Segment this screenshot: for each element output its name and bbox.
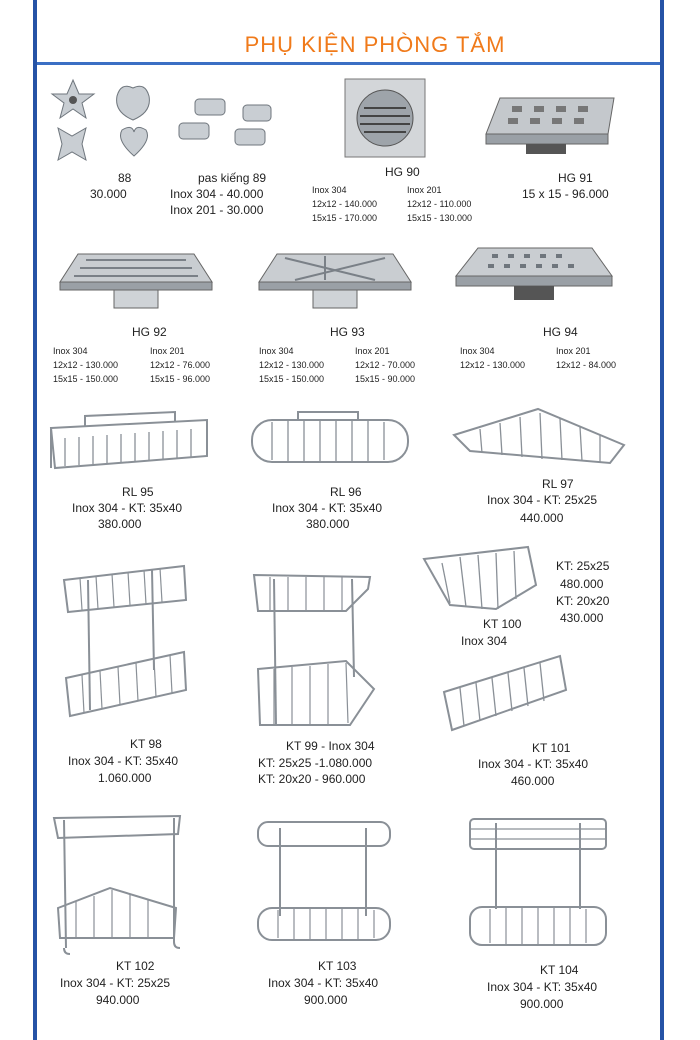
right-border <box>660 0 664 1040</box>
hg94-inox304-12: 12x12 - 130.000 <box>460 360 526 370</box>
price-rl97: 440.000 <box>520 511 564 525</box>
size-rl95: Inox 304 - KT: 35x40 <box>72 501 183 515</box>
hg92-inox304-12: 12x12 - 130.000 <box>53 360 119 370</box>
hg94-inox201-12: 12x12 - 84.000 <box>556 360 617 370</box>
floor-drain-hg91-image <box>482 92 622 164</box>
price-kt104: 900.000 <box>520 997 564 1011</box>
rack-rl96-image <box>248 410 413 468</box>
hg93-inox304-15: 15x15 - 150.000 <box>259 374 325 384</box>
code-kt101: KT 101 <box>532 741 571 755</box>
code-kt102: KT 102 <box>116 959 155 973</box>
floor-drain-hg93-image <box>255 250 415 320</box>
size2-kt100: KT: 20x20 <box>556 594 610 608</box>
hg92-inox304-15: 15x15 - 150.000 <box>53 374 119 384</box>
price-kt99-25: KT: 25x25 -1.080.000 <box>258 756 373 770</box>
corner-rack-rl97-image <box>450 405 628 467</box>
code-hg90: HG 90 <box>385 165 420 179</box>
size-kt103: Inox 304 - KT: 35x40 <box>268 976 379 990</box>
hg90-inox304-12: 12x12 - 140.000 <box>312 199 378 209</box>
price-kt103: 900.000 <box>304 993 348 1007</box>
hooks-88-image <box>48 78 158 163</box>
price-kt99-20: KT: 20x20 - 960.000 <box>258 772 366 786</box>
hg90-inox201-12: 12x12 - 110.000 <box>407 199 472 209</box>
price-kt98: 1.060.000 <box>98 771 152 785</box>
size-kt102: Inox 304 - KT: 25x25 <box>60 976 171 990</box>
code-rl97: RL 97 <box>542 477 574 491</box>
code-rl96: RL 96 <box>330 485 362 499</box>
floor-drain-hg90-image <box>344 78 426 158</box>
size-kt104: Inox 304 - KT: 35x40 <box>487 980 598 994</box>
price-kt102: 940.000 <box>96 993 140 1007</box>
code-kt98: KT 98 <box>130 737 162 751</box>
code-hg91: HG 91 <box>558 171 593 185</box>
hg90-inox304-15: 15x15 - 170.000 <box>312 213 378 223</box>
double-corner-rack-kt102-image <box>50 812 185 957</box>
hg93-inox201-12: 12x12 - 70.000 <box>355 360 416 370</box>
price-89-inox304: Inox 304 - 40.000 <box>170 187 264 201</box>
hg93-inox304-12: 12x12 - 130.000 <box>259 360 325 370</box>
double-corner-rack-kt99-image <box>250 565 380 733</box>
size-kt101: Inox 304 - KT: 35x40 <box>478 757 589 771</box>
corner-rack-kt100-image <box>420 545 544 613</box>
hg92-inox201-label: Inox 201 <box>150 346 185 356</box>
hg90-inox201-label: Inox 201 <box>407 185 442 195</box>
hg93-inox304-label: Inox 304 <box>259 346 294 356</box>
page-title: PHỤ KIỆN PHÒNG TẮM <box>244 32 506 57</box>
code-kt99: KT 99 - Inox 304 <box>286 739 375 753</box>
price1-kt100: 480.000 <box>560 577 604 591</box>
rack-rl95-image <box>45 410 213 482</box>
code-rl95: RL 95 <box>122 485 154 499</box>
hg94-inox304-label: Inox 304 <box>460 346 495 356</box>
hg92-inox201-12: 12x12 - 76.000 <box>150 360 211 370</box>
hg94-inox201-label: Inox 201 <box>556 346 591 356</box>
hg93-inox201-label: Inox 201 <box>355 346 390 356</box>
title-underline <box>37 62 660 65</box>
double-rack-kt104-image <box>466 815 611 955</box>
double-rack-kt98-image <box>60 560 195 725</box>
price-hg91: 15 x 15 - 96.000 <box>522 187 609 201</box>
left-border <box>33 0 37 1040</box>
size1-kt100: KT: 25x25 <box>556 559 610 573</box>
size-rl97: Inox 304 - KT: 25x25 <box>487 493 598 507</box>
hg90-inox201-15: 15x15 - 130.000 <box>407 213 473 223</box>
hg93-inox201-15: 15x15 - 90.000 <box>355 374 416 384</box>
material-kt100: Inox 304 <box>461 634 508 648</box>
code-hg92: HG 92 <box>132 325 167 339</box>
glass-clamp-89-image <box>173 95 283 155</box>
size-kt98: Inox 304 - KT: 35x40 <box>68 754 179 768</box>
hg92-inox201-15: 15x15 - 96.000 <box>150 374 211 384</box>
price-kt101: 460.000 <box>511 774 555 788</box>
floor-drain-hg92-image <box>56 250 216 320</box>
code-88: 88 <box>118 171 132 185</box>
code-hg93: HG 93 <box>330 325 365 339</box>
code-kt100: KT 100 <box>483 617 522 631</box>
rack-kt101-image <box>440 652 570 736</box>
code-89: pas kiếng 89 <box>198 171 267 185</box>
double-rack-kt103-image <box>254 818 394 948</box>
code-kt103: KT 103 <box>318 959 357 973</box>
size-rl96: Inox 304 - KT: 35x40 <box>272 501 383 515</box>
price-rl96: 380.000 <box>306 517 350 531</box>
price-89-inox201: Inox 201 - 30.000 <box>170 203 264 217</box>
price2-kt100: 430.000 <box>560 611 604 625</box>
hg90-inox304-label: Inox 304 <box>312 185 347 195</box>
floor-drain-hg94-image <box>452 244 616 310</box>
price-rl95: 380.000 <box>98 517 142 531</box>
hg92-inox304-label: Inox 304 <box>53 346 88 356</box>
price-88: 30.000 <box>90 187 127 201</box>
code-hg94: HG 94 <box>543 325 578 339</box>
code-kt104: KT 104 <box>540 963 579 977</box>
